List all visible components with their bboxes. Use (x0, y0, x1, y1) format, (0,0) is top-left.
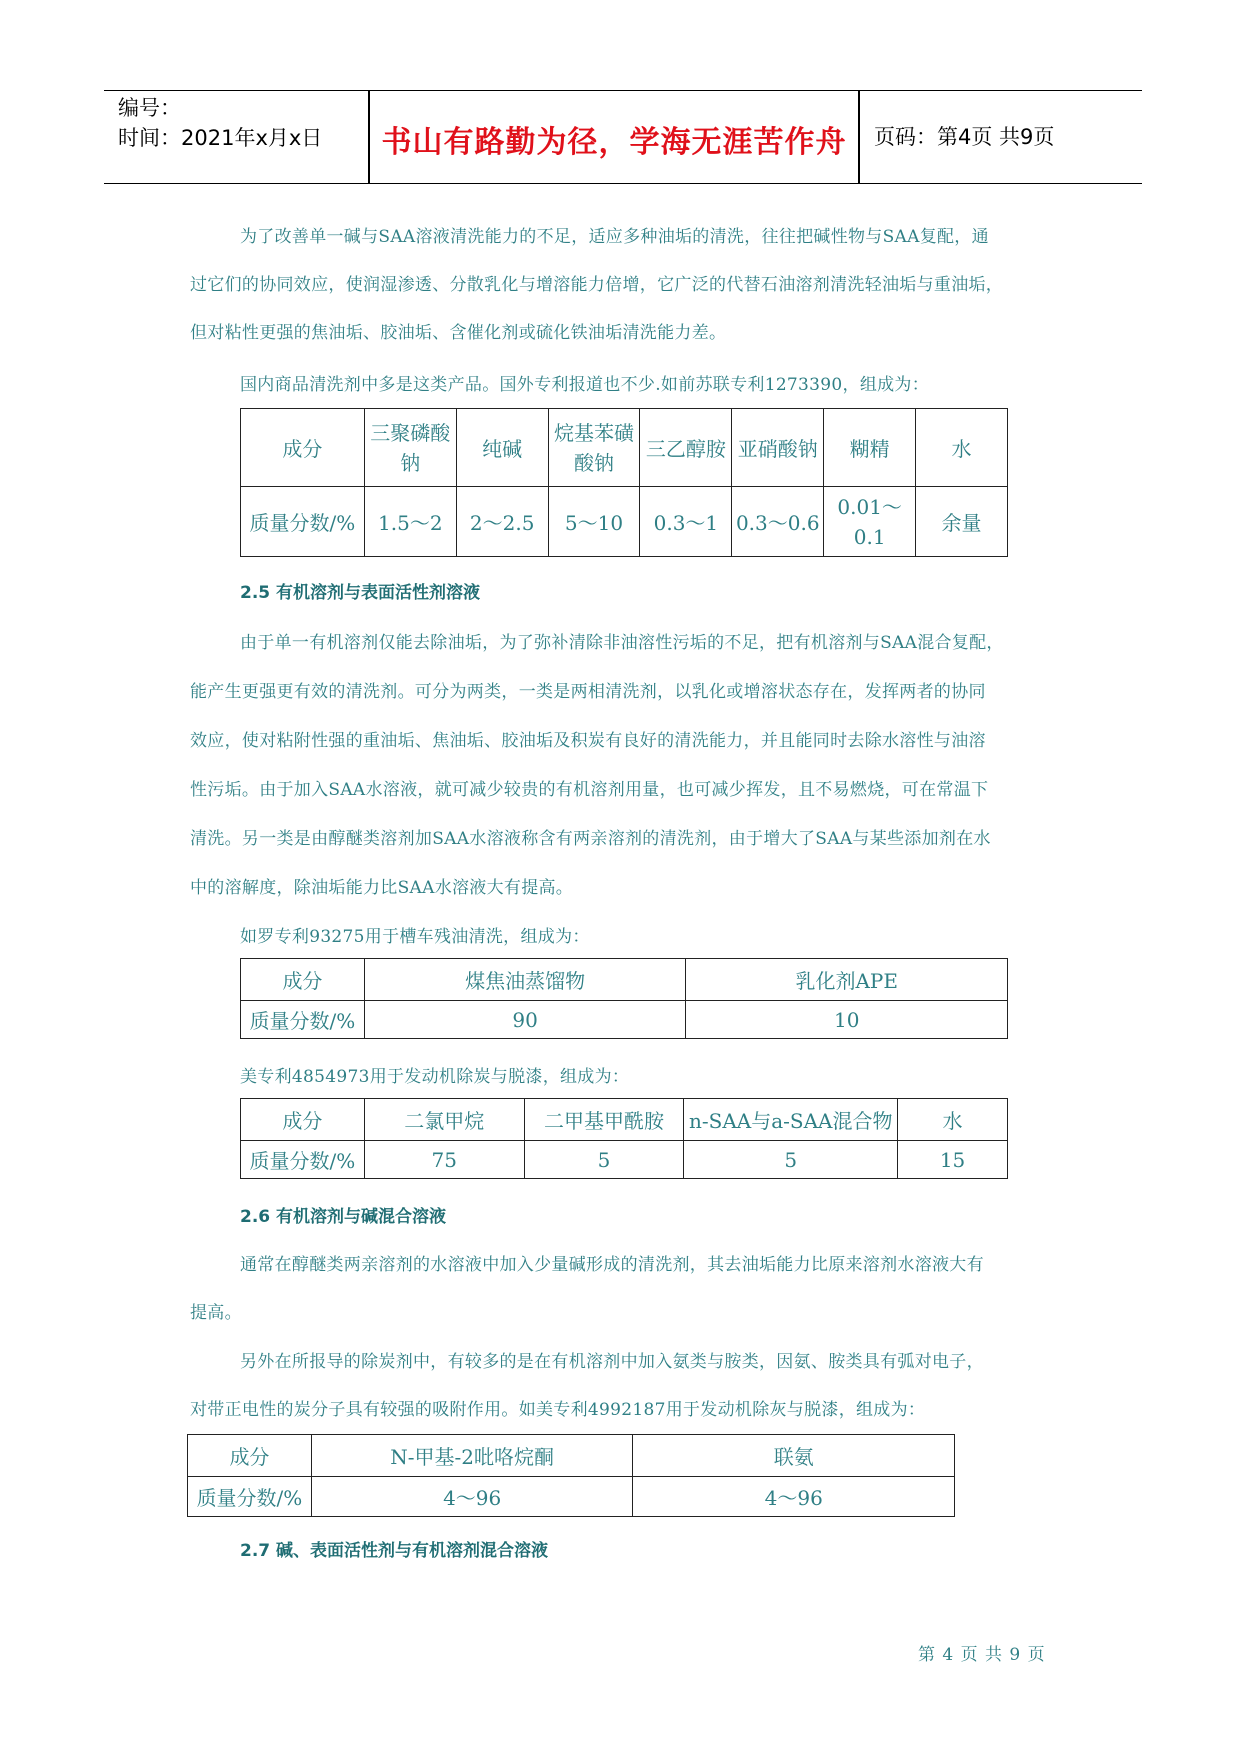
table-header-cell: 二甲基甲酰胺 (524, 1099, 684, 1141)
text-line: 为了改善单一碱与SAA溶液清洗能力的不足，适应多种油垢的清洗，往往把碱性物与SAA复配，通 (240, 227, 989, 247)
table-header-cell: 成分 (188, 1435, 312, 1477)
table-cell: 质量分数/% (241, 1141, 365, 1179)
text-line: 美专利4854973用于发动机除炭与脱漆，组成为： (240, 1067, 630, 1087)
table-header-cell: 三乙醇胺 (640, 409, 732, 487)
table-cell: 1.5～2 (364, 487, 456, 557)
section-heading-2-7: 2.7 碱、表面活性剂与有机溶剂混合溶液 (240, 1541, 549, 1561)
header-time-label: 时间：2021年x月x日 (118, 126, 323, 150)
table-header-cell: 水 (898, 1099, 1008, 1141)
table-header-cell: 联氨 (633, 1435, 955, 1477)
table-header-cell: 成分 (241, 1099, 365, 1141)
table-cell: 质量分数/% (241, 487, 365, 557)
table-header-cell: 煤焦油蒸馏物 (364, 959, 686, 1001)
header-divider (858, 91, 860, 183)
text-line: 如罗专利93275用于槽车残油清洗，组成为： (240, 927, 590, 947)
page-footer: 第 4 页 共 9 页 (918, 1645, 1046, 1665)
table-cell: 90 (364, 1001, 686, 1039)
table-header-cell: 亚硝酸钠 (732, 409, 824, 487)
text-line: 效应，使对粘附性强的重油垢、焦油垢、胶油垢及积炭有良好的清洗能力，并且能同时去除水溶性与油溶 (190, 731, 986, 751)
text-line: 但对粘性更强的焦油垢、胶油垢、含催化剂或硫化铁油垢清洗能力差。 (190, 323, 727, 343)
text-line: 对带正电性的炭分子具有较强的吸附作用。如美专利4992187用于发动机除灰与脱漆，组成为： (190, 1400, 926, 1420)
table-cell: 2～2.5 (456, 487, 548, 557)
header-motto: 书山有路勤为径，学海无涯苦作舟 (381, 125, 847, 160)
table-cell: 质量分数/% (241, 1001, 365, 1039)
table-cell: 5～10 (548, 487, 640, 557)
table-cell: 余量 (916, 487, 1008, 557)
table-header-cell: 成分 (241, 409, 365, 487)
section-heading-2-5: 2.5 有机溶剂与表面活性剂溶液 (240, 583, 481, 603)
table-header-cell: 乳化剂APE (686, 959, 1008, 1001)
table-cell: 4～96 (311, 1477, 633, 1517)
section-heading-2-6: 2.6 有机溶剂与碱混合溶液 (240, 1207, 447, 1227)
table-header-cell: 烷基苯磺酸钠 (548, 409, 640, 487)
composition-table-4 (187, 1434, 955, 1517)
table-header-cell: N-甲基-2吡咯烷酮 (311, 1435, 633, 1477)
composition-table-1 (240, 408, 1008, 557)
table-cell: 75 (364, 1141, 524, 1179)
table-header-cell: 糊精 (824, 409, 916, 487)
table-cell: 15 (898, 1141, 1008, 1179)
table-cell: 0.3～1 (640, 487, 732, 557)
table-cell: 5 (524, 1141, 684, 1179)
header-number-label: 编号： (118, 96, 181, 120)
text-line: 性污垢。由于加入SAA水溶液，就可减少较贵的有机溶剂用量，也可减少挥发，且不易燃烧，可在常温下 (190, 780, 989, 800)
table-header-cell: 水 (916, 409, 1008, 487)
table-cell: 5 (684, 1141, 898, 1179)
table-cell: 0.01～0.1 (824, 487, 916, 557)
text-line: 由于单一有机溶剂仅能去除油垢，为了弥补清除非油溶性污垢的不足，把有机溶剂与SAA混合复配， (240, 633, 1004, 653)
text-line: 中的溶解度，除油垢能力比SAA水溶液大有提高。 (190, 878, 574, 898)
composition-table-2 (240, 958, 1008, 1039)
table-header-cell: n-SAA与a-SAA混合物 (684, 1099, 898, 1141)
text-line: 提高。 (190, 1303, 242, 1323)
text-line: 清洗。另一类是由醇醚类溶剂加SAA水溶液称含有两亲溶剂的清洗剂，由于增大了SAA与某些添加剂在水 (190, 829, 991, 849)
table-header-cell: 成分 (241, 959, 365, 1001)
table-header-cell: 二氯甲烷 (364, 1099, 524, 1141)
table-cell: 质量分数/% (188, 1477, 312, 1517)
table-cell: 10 (686, 1001, 1008, 1039)
header-meta (118, 93, 322, 153)
table-cell: 0.3～0.6 (732, 487, 824, 557)
text-line: 能产生更强更有效的清洗剂。可分为两类，一类是两相清洗剂，以乳化或增溶状态存在，发挥两者的协同 (190, 682, 986, 702)
table-cell: 4～96 (633, 1477, 955, 1517)
table-header-cell: 纯碱 (456, 409, 548, 487)
text-line: 通常在醇醚类两亲溶剂的水溶液中加入少量碱形成的清洗剂，其去油垢能力比原来溶剂水溶液大有 (240, 1255, 984, 1275)
page-header (104, 90, 1142, 184)
table-header-cell: 三聚磷酸钠 (364, 409, 456, 487)
header-page-label: 页码：第4页 共9页 (874, 125, 1055, 149)
text-line: 国内商品清洗剂中多是这类产品。国外专利报道也不少.如前苏联专利1273390，组成为： (240, 375, 930, 395)
text-line: 另外在所报导的除炭剂中，有较多的是在有机溶剂中加入氨类与胺类，因氨、胺类具有弧对电子， (240, 1352, 984, 1372)
composition-table-3 (240, 1098, 1008, 1179)
text-line: 过它们的协同效应，使润湿渗透、分散乳化与增溶能力倍增，它广泛的代替石油溶剂清洗轻油垢与重油垢， (190, 275, 1004, 295)
